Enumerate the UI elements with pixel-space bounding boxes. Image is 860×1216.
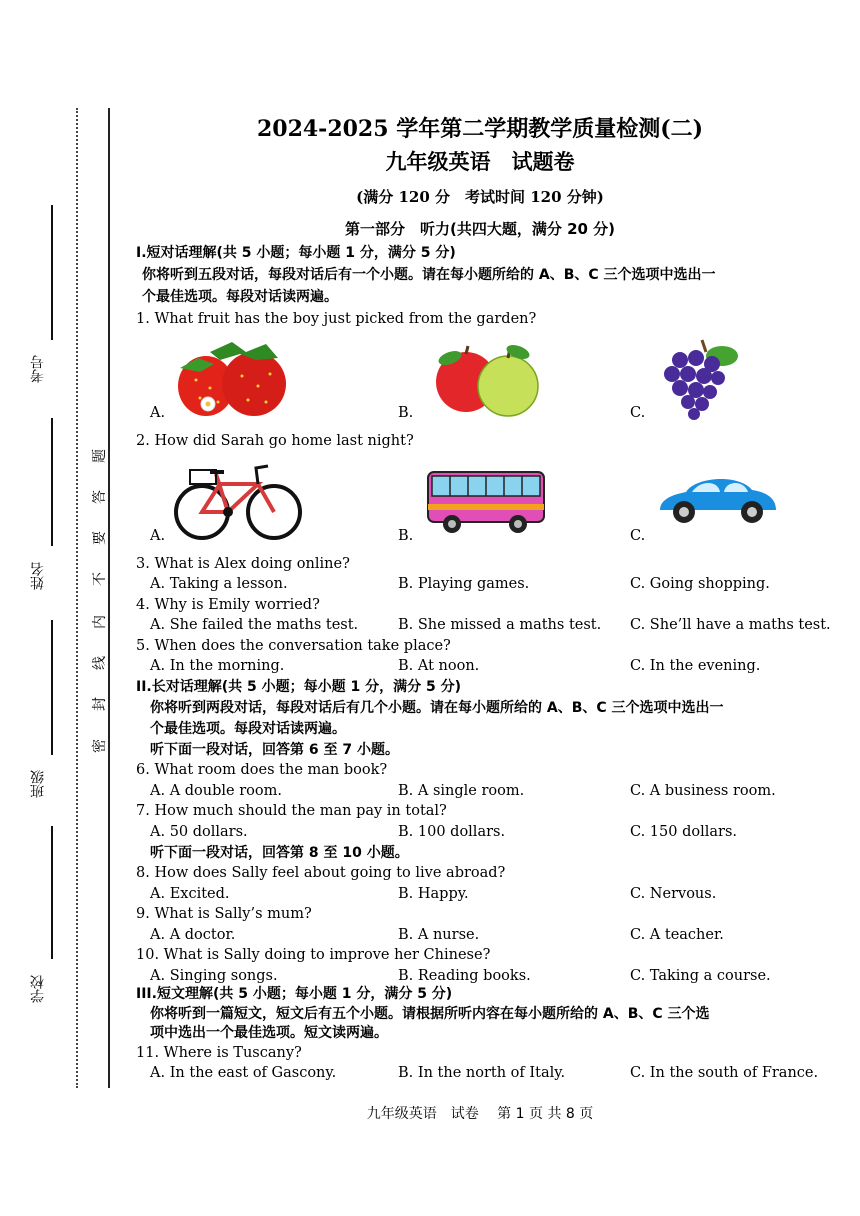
- q10-option-a: A. Singing songs.: [150, 968, 278, 984]
- q8-option-b: B. Happy.: [398, 886, 469, 902]
- name-line: [51, 418, 53, 546]
- school-line: [51, 826, 53, 959]
- q11-option-b: B. In the north of Italy.: [398, 1065, 566, 1081]
- section1-instruction: 你将听到五段对话，每段对话后有一个小题。请在每小题所给的 A、B、C 三个选项中选出一: [142, 267, 716, 283]
- q5-option-b: B. At noon.: [398, 658, 480, 674]
- q2-option-a: A.: [150, 528, 166, 544]
- section2-subheading: 听下面一段对话，回答第 8 至 10 小题。: [150, 845, 409, 861]
- q8-option-a: A. Excited.: [150, 886, 230, 902]
- q9-option-b: B. A nurse.: [398, 927, 480, 943]
- question-6: 6. What room does the man book?: [136, 762, 388, 778]
- question-2: 2. How did Sarah go home last night?: [136, 433, 414, 449]
- q6-option-b: B. A single room.: [398, 783, 525, 799]
- section3-instruction: 你将听到一篇短文，短文后有五个小题。请根据所听内容在每小题所给的 A、B、C 三个选: [150, 1006, 710, 1022]
- q1-option-a: A.: [150, 405, 166, 421]
- question-11: 11. Where is Tuscany?: [136, 1045, 302, 1061]
- question-8: 8. How does Sally feel about going to live abroad?: [136, 865, 506, 881]
- seal-char: 不: [92, 572, 108, 586]
- bicycle-picture: [172, 460, 306, 542]
- question-1: 1. What fruit has the boy just picked from the garden?: [136, 311, 537, 327]
- seal-char: 要: [92, 531, 108, 545]
- question-7: 7. How much should the man pay in total?: [136, 803, 447, 819]
- q3-option-c: C. Going shopping.: [630, 576, 770, 592]
- q8-option-c: C. Nervous.: [630, 886, 717, 902]
- dotted-fold-line: [76, 108, 78, 1088]
- q1-option-c: C.: [630, 405, 646, 421]
- class-line: [51, 620, 53, 755]
- question-10: 10. What is Sally doing to improve her Chinese?: [136, 947, 491, 963]
- section1-instruction: 个最佳选项。每段对话读两遍。: [142, 289, 338, 305]
- q7-option-b: B. 100 dollars.: [398, 824, 506, 840]
- question-5: 5. When does the conversation take place?: [136, 638, 451, 654]
- q9-option-c: C. A teacher.: [630, 927, 724, 943]
- score-time: (满分 120 分 考试时间 120 分钟): [356, 188, 604, 206]
- seal-char: 线: [92, 656, 108, 670]
- q10-option-b: B. Reading books.: [398, 968, 531, 984]
- bus-picture: [426, 468, 548, 534]
- q6-option-c: C. A business room.: [630, 783, 776, 799]
- q4-option-a: A. She failed the maths test.: [150, 617, 359, 633]
- q9-option-a: A. A doctor.: [150, 927, 236, 943]
- q6-option-a: A. A double room.: [150, 783, 282, 799]
- class-label: 班级: [30, 770, 46, 798]
- seal-char: 题: [92, 449, 108, 463]
- page-subtitle: 九年级英语 试题卷: [385, 150, 575, 174]
- seal-char: 密: [92, 739, 108, 753]
- strawberries-picture: [170, 336, 298, 418]
- exam-no-label: 考号: [30, 355, 46, 383]
- q5-option-c: C. In the evening.: [630, 658, 761, 674]
- section2-instruction: 个最佳选项。每段对话读两遍。: [150, 721, 346, 737]
- q10-option-c: C. Taking a course.: [630, 968, 771, 984]
- q1-option-b: B.: [398, 405, 414, 421]
- page-footer: 九年级英语 试卷 第 1 页 共 8 页: [366, 1106, 594, 1122]
- solid-margin-line: [108, 108, 110, 1088]
- apples-picture: [428, 342, 542, 418]
- q2-option-c: C.: [630, 528, 646, 544]
- section3-heading: III.短文理解(共 5 小题；每小题 1 分，满分 5 分): [136, 986, 453, 1002]
- section2-subheading: 听下面一段对话，回答第 6 至 7 小题。: [150, 742, 399, 758]
- part-heading: 第一部分 听力(共四大题，满分 20 分): [344, 220, 616, 238]
- section3-instruction: 项中选出一个最佳选项。短文读两遍。: [150, 1025, 388, 1041]
- q3-option-b: B. Playing games.: [398, 576, 530, 592]
- car-picture: [656, 470, 780, 528]
- section2-heading: II.长对话理解(共 5 小题；每小题 1 分，满分 5 分): [136, 679, 461, 695]
- school-label: 学校: [30, 975, 46, 1003]
- seal-char: 内: [92, 615, 108, 629]
- q4-option-c: C. She’ll have a maths test.: [630, 617, 831, 633]
- page-title: 2024-2025 学年第二学期教学质量检测(二): [256, 116, 704, 142]
- section2-instruction: 你将听到两段对话，每段对话后有几个小题。请在每小题所给的 A、B、C 三个选项中选出一: [150, 700, 724, 716]
- section1-heading: I.短对话理解(共 5 小题；每小题 1 分，满分 5 分): [136, 245, 456, 261]
- q3-option-a: A. Taking a lesson.: [150, 576, 288, 592]
- grapes-picture: [652, 336, 742, 420]
- question-9: 9. What is Sally’s mum?: [136, 906, 312, 922]
- question-3: 3. What is Alex doing online?: [136, 556, 350, 572]
- q11-option-c: C. In the south of France.: [630, 1065, 819, 1081]
- q5-option-a: A. In the morning.: [150, 658, 285, 674]
- seal-char: 答: [92, 490, 108, 504]
- question-4: 4. Why is Emily worried?: [136, 597, 320, 613]
- name-label: 姓名: [30, 562, 46, 590]
- q7-option-c: C. 150 dollars.: [630, 824, 737, 840]
- q11-option-a: A. In the east of Gascony.: [150, 1065, 337, 1081]
- q2-option-b: B.: [398, 528, 414, 544]
- q4-option-b: B. She missed a maths test.: [398, 617, 602, 633]
- q7-option-a: A. 50 dollars.: [150, 824, 248, 840]
- seal-char: 封: [92, 697, 108, 711]
